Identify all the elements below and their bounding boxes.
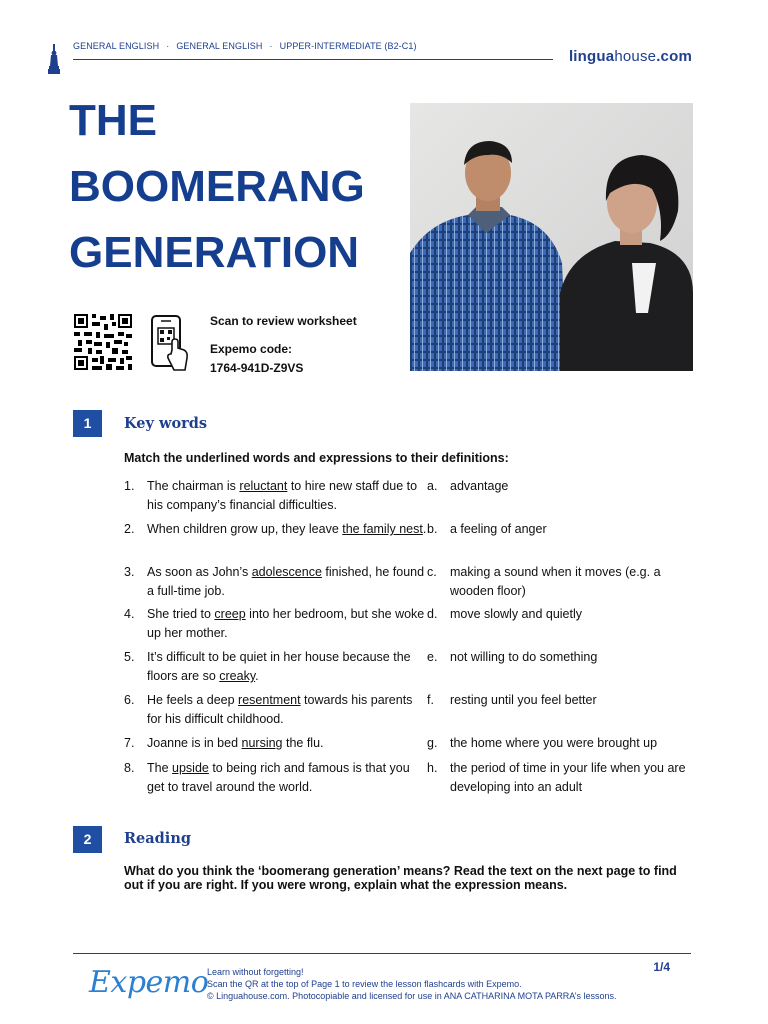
section-2-title: Reading (124, 830, 191, 847)
footer-license: © Linguahouse.com. Photocopiable and licensed for use in ANA CATHARINA MOTA PARRA’s lessons. (207, 991, 617, 1001)
definition-text: a feeling of anger (450, 522, 547, 536)
expemo-code-label: Expemo code: (210, 342, 293, 356)
title-line: BOOMERANG (69, 162, 365, 211)
question-number: 5. (124, 650, 135, 664)
brand-part: .com (656, 48, 692, 65)
question-text (147, 734, 427, 753)
question-post: to hire new staff due to his company’s financial difficulties. (147, 479, 418, 512)
definition-letter: c. (427, 565, 437, 579)
question-pre: Joanne is in bed (147, 736, 242, 750)
definition-letter: g. (427, 736, 438, 750)
question-post: to being rich and famous is that you get to travel around the world. (147, 761, 410, 794)
question-post: . (422, 522, 427, 536)
qr-code-icon[interactable] (74, 314, 132, 370)
footer-text (207, 966, 617, 1002)
definition-letter: e. (427, 650, 438, 664)
question-number: 7. (124, 736, 135, 750)
key-word: upside (172, 761, 209, 775)
question-pre: The chairman is (147, 479, 240, 493)
exercise-row (124, 648, 694, 691)
page-title (69, 88, 399, 286)
lesson-photo (410, 103, 693, 371)
question-post: . (255, 669, 259, 683)
brand-logo[interactable] (569, 48, 692, 65)
exercise-row (124, 691, 694, 734)
breadcrumb-separator: · (269, 41, 273, 51)
exercise-row (124, 520, 694, 563)
question-pre: He feels a deep (147, 693, 239, 707)
definition-letter: a. (427, 479, 438, 493)
section-1-instruction: Match the underlined words and expressions to their definitions: (124, 451, 509, 465)
footer-tagline: Learn without forgetting! (207, 967, 304, 977)
question-number: 4. (124, 607, 135, 621)
definition-text: resting until you feel better (450, 693, 597, 707)
question-number: 1. (124, 479, 135, 493)
page-number: 1/4 (653, 960, 670, 974)
definition-letter: d. (427, 607, 438, 621)
question-number: 2. (124, 522, 135, 536)
section-1-badge: 1 (73, 410, 102, 437)
key-word: nursing (241, 736, 283, 750)
exercise-row (124, 477, 694, 520)
question-pre: The (147, 761, 173, 775)
question-pre: As soon as John’s (147, 565, 252, 579)
definition-letter: b. (427, 522, 438, 536)
key-word: creep (214, 607, 246, 621)
exercise-row (124, 563, 694, 605)
key-word: adolescence (251, 565, 322, 579)
page-header (46, 38, 694, 68)
definition-text: making a sound when it moves (e.g. a wooden floor) (450, 565, 661, 598)
question-post: into her bedroom, but she woke up her mother. (147, 607, 425, 640)
question-text (147, 520, 427, 539)
header-divider (73, 59, 553, 60)
title-line: THE (69, 96, 157, 145)
expemo-code: 1764-941D-Z9VS (210, 361, 304, 375)
question-number: 3. (124, 565, 135, 579)
definition-text: move slowly and quietly (450, 607, 583, 621)
question-post: towards his parents for his difficult childhood. (147, 693, 413, 726)
question-pre: She tried to (147, 607, 215, 621)
key-word: creaky (219, 669, 256, 683)
definition-text: the period of time in your life when you are developing into an adult (450, 761, 686, 794)
breadcrumb-item[interactable]: GENERAL ENGLISH (73, 41, 160, 51)
key-word: the family nest (342, 522, 423, 536)
section-1-title: Key words (124, 415, 208, 432)
exercise-row (124, 605, 694, 648)
title-line: GENERATION (69, 228, 360, 277)
breadcrumb-item[interactable]: UPPER-INTERMEDIATE (B2-C1) (279, 41, 417, 51)
photo-illustration (410, 103, 693, 371)
section-2-instruction: What do you think the ‘boomerang generation’ means? Read the text on the next page to find out if you are right. If you were wrong, explain what the expression means. (124, 864, 677, 892)
footer-divider (73, 953, 691, 954)
question-text (147, 759, 427, 797)
exercise-row (124, 759, 694, 802)
expemo-logo[interactable]: Expemo (89, 965, 209, 1000)
question-post: finished, he found a full-time job. (147, 565, 425, 598)
definition-text: the home where you were brought up (450, 736, 658, 750)
statue-of-liberty-icon (46, 42, 64, 76)
breadcrumb (73, 41, 417, 51)
breadcrumb-separator: · (166, 41, 170, 51)
matching-exercise (124, 477, 694, 802)
key-word: resentment (238, 693, 301, 707)
section-2-badge: 2 (73, 826, 102, 853)
brand-part: house (614, 48, 657, 65)
question-number: 6. (124, 693, 135, 707)
definition-text: advantage (450, 479, 509, 493)
phone-scan-icon (150, 314, 190, 372)
question-number: 8. (124, 761, 135, 775)
question-text (147, 648, 427, 686)
question-text (147, 563, 427, 601)
breadcrumb-item[interactable]: GENERAL ENGLISH (176, 41, 263, 51)
question-pre: When children grow up, they leave (147, 522, 343, 536)
scan-info (210, 312, 357, 378)
scan-label: Scan to review worksheet (210, 314, 357, 328)
question-pre: It’s difficult to be quiet in her house because the floors are so (147, 650, 411, 683)
exercise-row (124, 734, 694, 759)
question-text (147, 477, 427, 515)
key-word: reluctant (239, 479, 288, 493)
definition-text: not willing to do something (450, 650, 598, 664)
question-post: the flu. (282, 736, 324, 750)
footer-instruction: Scan the QR at the top of Page 1 to review the lesson flashcards with Expemo. (207, 979, 522, 989)
question-text (147, 691, 427, 729)
question-text (147, 605, 427, 643)
brand-part: lingua (568, 48, 615, 65)
definition-letter: h. (427, 761, 438, 775)
definition-letter: f. (427, 693, 434, 707)
